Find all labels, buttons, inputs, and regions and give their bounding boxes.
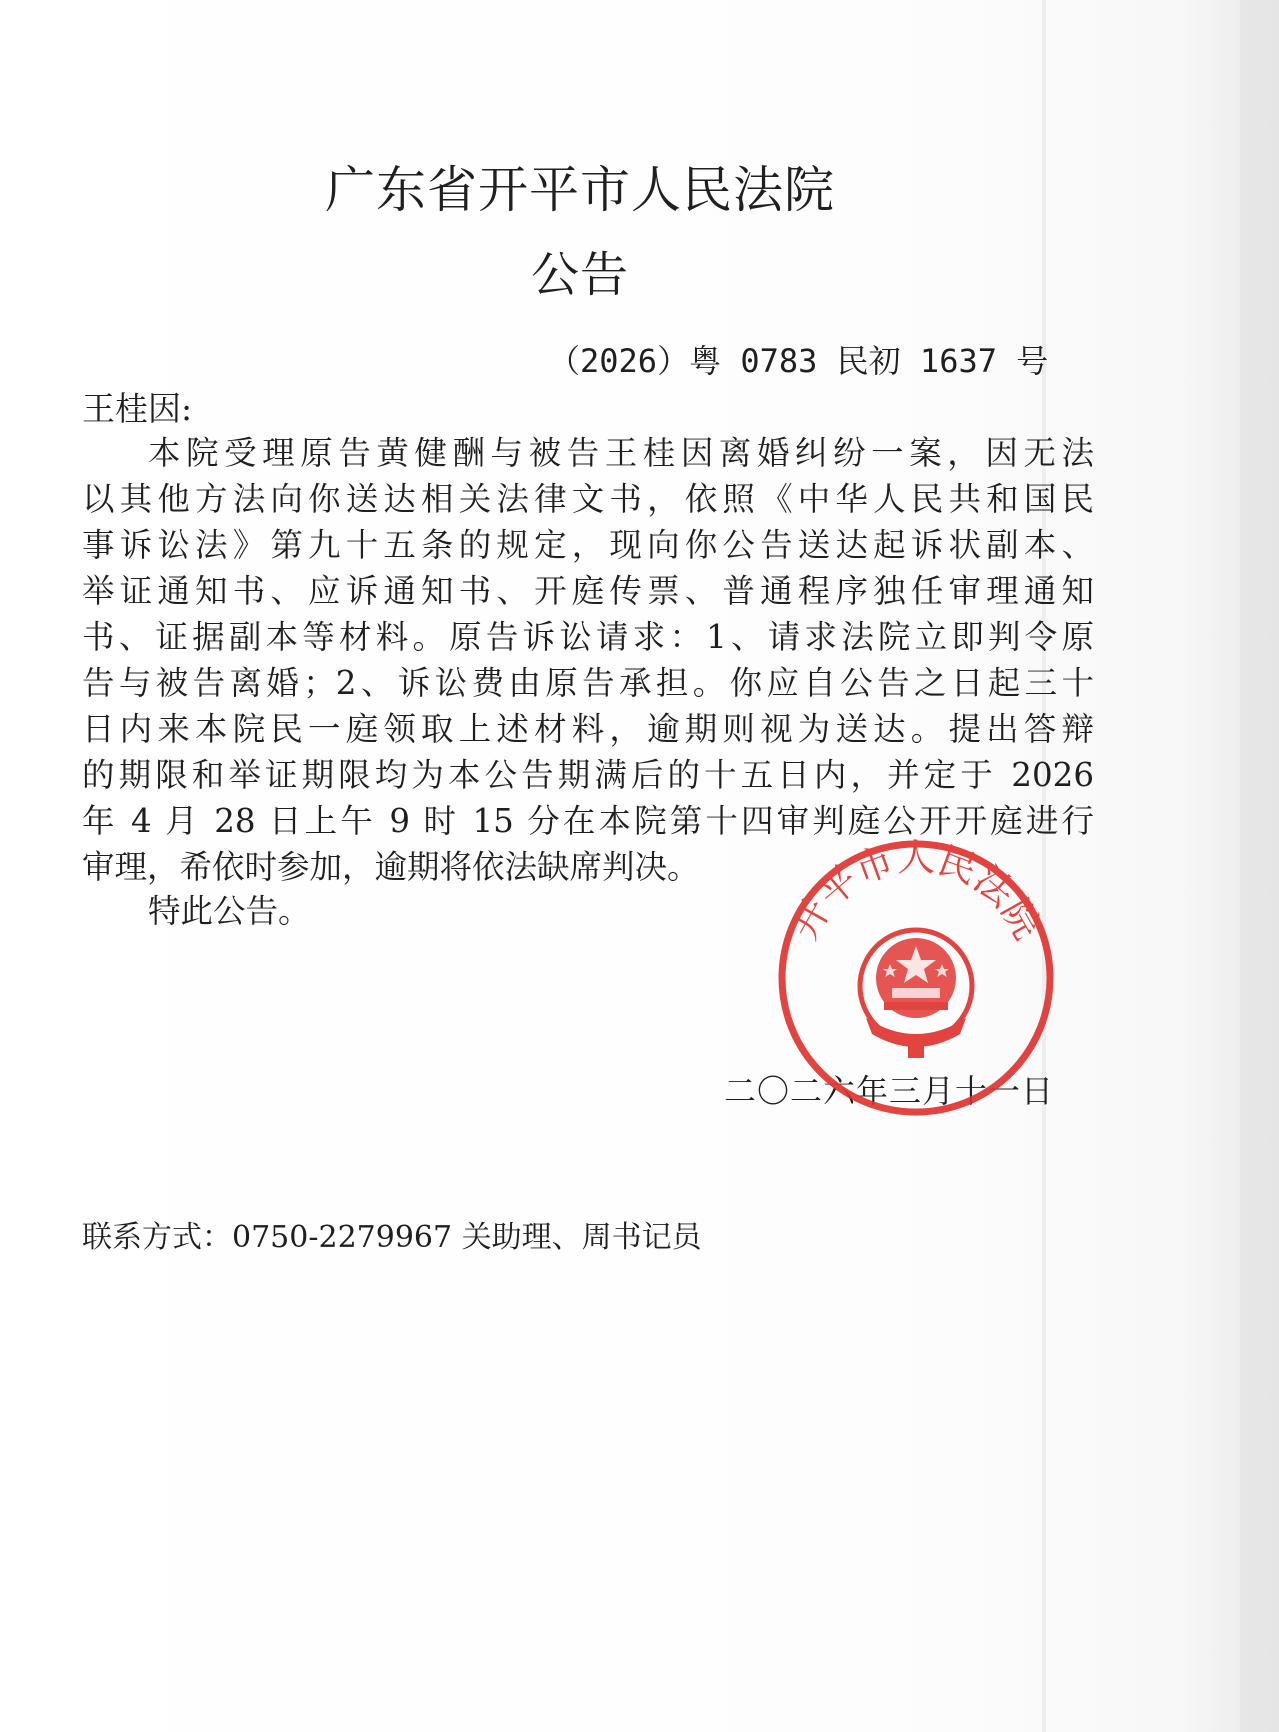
issue-date: 二〇二六年三月十一日 — [724, 1072, 1055, 1110]
body-line: 日内来本院民一庭领取上述材料，逾期则视为送达。提出答辩 — [82, 710, 1094, 748]
seal-text: 开平市人民法院 — [782, 835, 1050, 947]
scan-edge-shading-outer — [1240, 0, 1279, 1732]
body-line: 告与被告离婚；2、诉讼费由原告承担。你应自公告之日起三十 — [82, 664, 1094, 702]
body-line: 年 4 月 28 日上午 9 时 15 分在本院第十四审判庭公开开庭进行 — [82, 802, 1094, 840]
body-line: 书、证据副本等材料。原告诉讼请求：1、请求法院立即判令原 — [82, 618, 1094, 656]
court-seal-stamp — [766, 828, 1066, 1128]
contact-info: 联系方式：0750-2279967 关助理、周书记员 — [82, 1220, 702, 1255]
closing-statement: 特此公告。 — [148, 892, 311, 930]
body-line: 审理，希依时参加，逾期将依法缺席判决。 — [82, 848, 700, 886]
announcement-body — [82, 430, 1094, 890]
body-line: 本院受理原告黄健酬与被告王桂因离婚纠纷一案，因无法 — [148, 434, 1094, 472]
document-type-heading: 公告 — [530, 247, 629, 303]
body-line: 的期限和举证期限均为本公告期满后的十五日内，并定于 2026 — [82, 756, 1094, 794]
body-line: 事诉讼法》第九十五条的规定，现向你公告送达起诉状副本、 — [82, 526, 1094, 564]
national-emblem-icon — [860, 930, 972, 1058]
body-line: 以其他方法向你送达相关法律文书，依照《中华人民共和国民 — [82, 480, 1094, 518]
court-name-heading: 广东省开平市人民法院 — [325, 161, 835, 219]
case-number: （2026）粤 0783 民初 1637 号 — [548, 342, 1049, 380]
body-line: 举证通知书、应诉通知书、开庭传票、普通程序独任审理通知 — [82, 572, 1094, 610]
addressee: 王桂因: — [82, 389, 193, 428]
